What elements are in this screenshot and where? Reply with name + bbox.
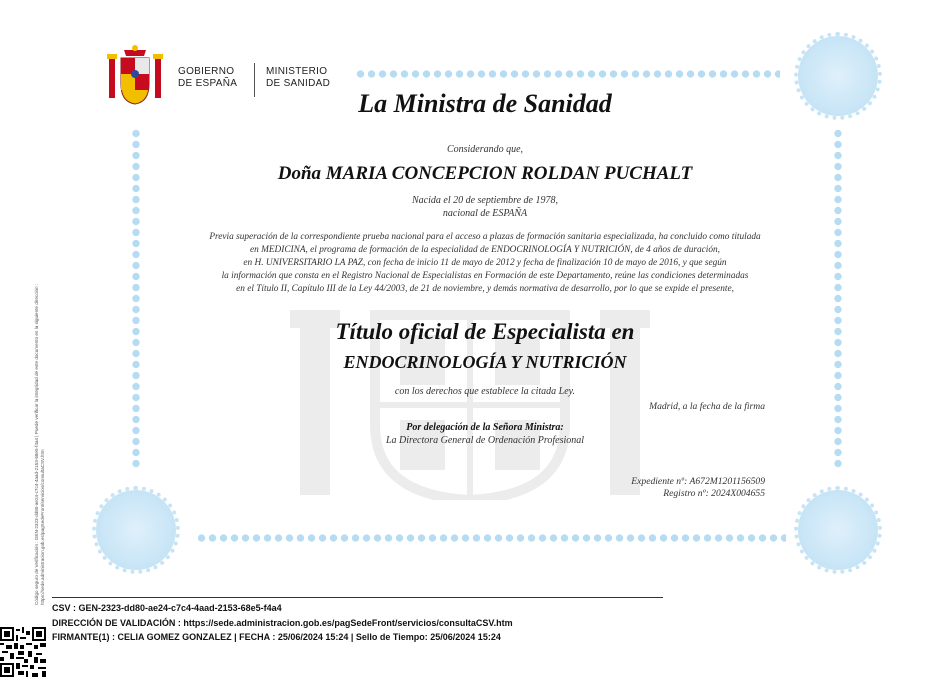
ministry-logo-text: MINISTERIO DE SANIDAD — [266, 66, 331, 89]
delegation-text: Por delegación de la Señora Ministra: — [406, 422, 564, 433]
border-dots-top — [355, 69, 780, 79]
rights-line: con los derechos que establece la citada Ley. — [394, 386, 576, 397]
recipient-name: Doña MARIA CONCEPCION ROLDAN PUCHALT — [277, 163, 693, 184]
degree-title: Título oficial de Especialista en — [335, 319, 635, 344]
nationality-line: nacional de ESPAÑA — [442, 208, 528, 219]
footer-csv: CSV : GEN-2323-dd80-ae24-c7c4-4aad-2153-68e5-f4a4 — [52, 603, 282, 613]
expediente-number: Expediente nº: A672M1201156509 — [631, 476, 765, 487]
registro-number: Registro nº: 2024X004655 — [663, 488, 765, 499]
corner-ornament-bottom-right — [798, 490, 878, 570]
footer-rule — [52, 597, 663, 598]
footer-validation-url: DIRECCIÓN DE VALIDACIÓN : https://sede.administracion.gob.es/pagSedeFront/servicios/consultaCSV.htm — [52, 618, 513, 628]
certificate-body: Previa superación de la correspondiente prueba nacional para el acceso a plazas de formación sanitaria especializada, ha concluido como titulada en MEDICINA, el programa de formación de la especialidad de ENDOCRINOLOGÍA Y NUTRICIÓN, de 4 años de duración, en H. UNIVERSITARIO LA PAZ, con fecha de inicio 11 de mayo de 2012 y fecha de finalización 10 de mayo de 2016, y que según la información que consta en el Registro Nacional de Especialistas en Formación de este Departamento, reúne las condiciones determinadas en el Título II, Capítulo III de la Ley 44/2003, de 21 de noviembre, y demás normativa de desarrollo, por lo que se expide el presente, — [209, 232, 761, 294]
qr-code — [0, 627, 46, 677]
considering-text: Considerando que, — [446, 144, 524, 155]
verification-side-note: Código seguro de Verificación : GEN-2323-dd80-ae24-c7c4-4aad-2153-68e5-f4a4 | Puede verificar la integridad de este documento en la siguiente dirección : https://sede.administracion.gob.es/pagSedeFront/servicios/consultaCSV.htm — [34, 283, 45, 605]
footer-signer: FIRMANTE(1) : CELIA GOMEZ GONZALEZ | FECHA : 25/06/2024 15:24 | Sello de Tiempo: 25/06/2024 15:24 — [52, 632, 501, 642]
delegate-role: La Directora General de Ordenación Profesional — [385, 435, 585, 446]
issuer-title: La Ministra de Sanidad — [358, 89, 612, 118]
birth-line: Nacida el 20 de septiembre de 1978, — [412, 195, 558, 206]
border-dots-bottom — [196, 533, 786, 543]
place-date: Madrid, a la fecha de la firma — [649, 401, 765, 412]
border-dots-right — [833, 128, 843, 468]
specialty-name: ENDOCRINOLOGÍA Y NUTRICIÓN — [343, 352, 627, 372]
government-logo-text: GOBIERNO DE ESPAÑA — [178, 66, 238, 89]
corner-ornament-bottom-left — [96, 490, 176, 570]
